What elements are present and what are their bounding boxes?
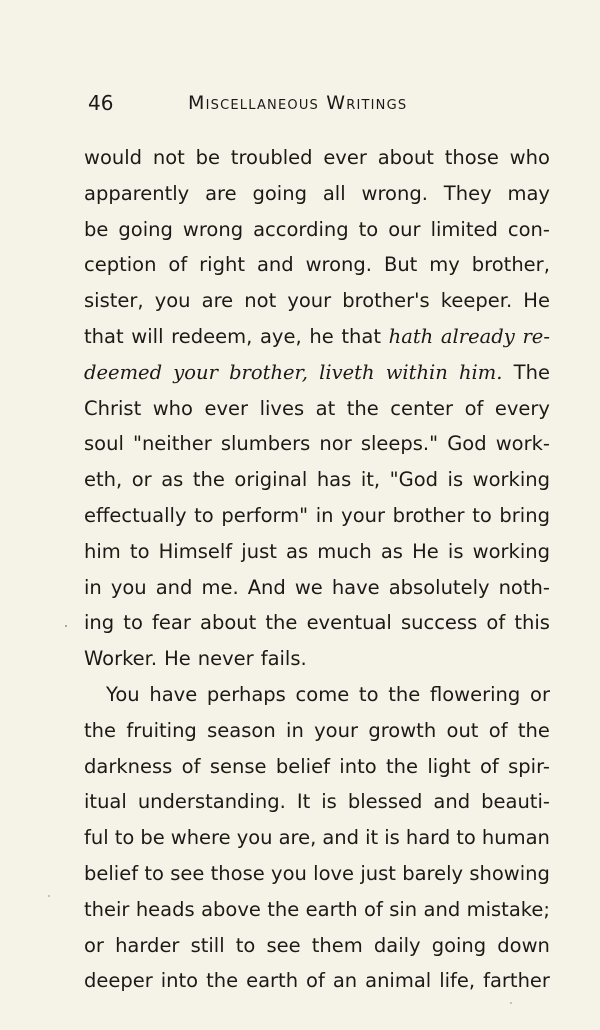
paper-speck: [510, 1002, 512, 1004]
word: perhaps: [206, 682, 286, 706]
word: never: [197, 647, 254, 671]
word: fruiting: [126, 718, 197, 742]
word: that: [341, 324, 381, 348]
word: to: [123, 611, 143, 635]
word: belief: [275, 754, 330, 778]
word: ception: [84, 253, 157, 277]
word: blessed: [347, 790, 423, 814]
word: is: [321, 790, 337, 814]
word: sin: [389, 897, 418, 921]
word: Christ: [84, 396, 142, 420]
word: of: [181, 754, 201, 778]
word: He: [412, 539, 439, 563]
text-line: [84, 391, 550, 427]
word: sleeps.": [360, 432, 439, 456]
word: ever: [323, 146, 367, 169]
word: soul: [84, 432, 124, 456]
word: redeem,: [171, 324, 253, 348]
text-line: [84, 426, 550, 462]
word: this: [514, 611, 550, 635]
word: the: [388, 682, 421, 706]
margin-mark: [65, 625, 67, 627]
word: it: [365, 826, 379, 850]
word: limited: [430, 217, 498, 241]
word: Worker.: [84, 647, 158, 671]
word: bring: [499, 503, 550, 527]
word: darkness: [84, 754, 173, 778]
word: just: [241, 539, 277, 563]
text-line: [84, 677, 550, 713]
word: heads: [135, 897, 195, 921]
word: nor: [319, 432, 352, 456]
word: your: [287, 289, 332, 313]
word: wrong: [182, 217, 244, 241]
word: right: [199, 253, 245, 277]
word: life,: [439, 969, 476, 993]
text-line: [84, 928, 550, 964]
word: according: [253, 217, 349, 241]
word: barely: [402, 861, 464, 885]
running-title: Miscellaneous Writings: [188, 92, 408, 114]
text-line: [84, 963, 550, 999]
word: into: [160, 969, 199, 993]
body-text: [84, 140, 550, 999]
text-line: [84, 283, 550, 319]
word: eventual: [306, 611, 392, 635]
word: to: [235, 933, 256, 957]
word: them: [311, 933, 363, 957]
word: deeper: [84, 969, 153, 993]
word: much: [317, 539, 372, 563]
word: or: [530, 682, 550, 706]
word: as: [161, 468, 184, 492]
word: you: [271, 861, 307, 885]
word: the: [265, 611, 298, 635]
word: It: [296, 790, 311, 814]
text-line: [84, 534, 550, 570]
word: have: [331, 575, 380, 599]
word: the: [206, 969, 239, 993]
word: brother,: [471, 253, 550, 277]
word: may: [507, 181, 550, 205]
word: love: [313, 861, 355, 885]
word: see: [266, 933, 301, 957]
word: him: [84, 539, 121, 563]
word: of: [488, 718, 508, 742]
word: or: [84, 933, 104, 957]
word: wrong.: [305, 253, 372, 277]
word: and: [155, 575, 193, 599]
word: working: [472, 468, 550, 492]
text-line: [84, 892, 550, 928]
word: mistake;: [466, 897, 550, 921]
word: aye,: [259, 324, 302, 348]
word: liveth: [319, 360, 375, 384]
word: to: [358, 682, 379, 706]
word: absolutely: [388, 575, 490, 599]
word: all: [322, 181, 346, 205]
word: not: [152, 146, 185, 169]
word: we: [294, 575, 323, 599]
word: brother's: [342, 289, 430, 313]
word: going: [252, 181, 307, 205]
word: have: [149, 682, 198, 706]
word: into: [339, 754, 377, 778]
word: But: [383, 253, 418, 277]
word: sister,: [84, 289, 144, 313]
word: to: [358, 217, 379, 241]
word: are: [205, 181, 237, 205]
word: itual: [84, 790, 127, 814]
word: and: [256, 253, 294, 277]
word: still: [190, 933, 225, 957]
word: going: [118, 217, 173, 241]
word: showing: [469, 861, 550, 885]
word: who: [152, 396, 193, 420]
word: And: [247, 575, 286, 599]
word: as: [286, 539, 309, 563]
word: slumbers: [220, 432, 311, 456]
word: him.: [459, 360, 503, 384]
word: at: [315, 396, 336, 420]
word: human: [481, 826, 550, 850]
word: you: [110, 575, 147, 599]
word: wrong.: [361, 181, 428, 205]
word: fails.: [260, 647, 307, 671]
word: Himself: [158, 539, 233, 563]
text-line: [84, 749, 550, 785]
text-line: [84, 176, 550, 212]
word: deemed: [84, 360, 163, 384]
word: understanding.: [137, 790, 286, 814]
word: effectually: [84, 503, 187, 527]
word: my: [429, 253, 460, 277]
word: about: [377, 146, 434, 169]
text-line: [84, 462, 550, 498]
text-line: [84, 319, 550, 355]
word: every: [494, 396, 550, 420]
word: to: [194, 503, 214, 527]
word: keeper.: [440, 289, 513, 313]
word: of: [464, 396, 484, 420]
word: who: [509, 146, 550, 169]
word: to: [472, 503, 492, 527]
word: lives: [259, 396, 305, 420]
word: eth,: [84, 468, 123, 492]
word: "God: [389, 468, 439, 492]
word: light: [427, 754, 471, 778]
text-line: [84, 355, 550, 391]
word: of: [364, 897, 383, 921]
text-line: [84, 856, 550, 892]
word: "neither: [132, 432, 212, 456]
word: come: [295, 682, 350, 706]
word: already: [440, 324, 515, 348]
word: is: [447, 539, 464, 563]
word: in: [84, 575, 102, 599]
word: He: [523, 289, 550, 313]
word: animal: [365, 969, 432, 993]
word: of: [486, 611, 506, 635]
word: the: [192, 468, 225, 492]
word: troubled: [230, 146, 313, 169]
word: be: [84, 217, 109, 241]
word: where: [170, 826, 231, 850]
word: harder: [115, 933, 180, 957]
word: noth-: [498, 575, 550, 599]
text-line: [84, 713, 550, 749]
word: the: [386, 754, 419, 778]
word: con-: [507, 217, 550, 241]
word: down: [497, 933, 550, 957]
word: the: [84, 718, 117, 742]
text-line: [84, 212, 550, 248]
word: or: [131, 468, 152, 492]
word: earth: [305, 897, 358, 921]
word: the: [517, 718, 550, 742]
word: would: [84, 146, 143, 169]
paper-speck: [48, 895, 50, 897]
word: The: [513, 360, 550, 384]
word: God: [447, 432, 487, 456]
word: working: [472, 539, 550, 563]
word: center: [390, 396, 454, 420]
word: your: [173, 360, 218, 384]
word: in: [315, 503, 334, 527]
word: ing: [84, 611, 115, 635]
word: it,: [360, 468, 381, 492]
word: re-: [522, 324, 550, 348]
word: about: [200, 611, 257, 635]
text-line: [84, 498, 550, 534]
word: is: [447, 468, 464, 492]
word: our: [388, 217, 421, 241]
word: will: [131, 324, 164, 348]
word: daily: [373, 933, 421, 957]
word: above: [201, 897, 261, 921]
page-number: 46: [88, 91, 114, 115]
word: has: [316, 468, 352, 492]
word: be: [195, 146, 220, 169]
word: he: [309, 324, 334, 348]
word: and: [423, 897, 461, 921]
word: success: [400, 611, 478, 635]
word: those: [444, 146, 499, 169]
word: brother: [392, 503, 465, 527]
word: and: [433, 790, 471, 814]
word: of: [306, 969, 325, 993]
word: farther: [483, 969, 550, 993]
word: work-: [495, 432, 550, 456]
word: to: [144, 861, 164, 885]
word: that: [84, 324, 124, 348]
word: see: [170, 861, 205, 885]
word: me.: [201, 575, 239, 599]
word: not: [244, 289, 277, 313]
word: original: [234, 468, 308, 492]
word: the: [267, 897, 300, 921]
word: He: [164, 647, 191, 671]
word: to: [114, 826, 135, 850]
word: season: [207, 718, 276, 742]
word: be: [140, 826, 165, 850]
word: in: [286, 718, 304, 742]
word: their: [84, 897, 130, 921]
word: you: [154, 289, 191, 313]
word: apparently: [84, 181, 190, 205]
word: is: [384, 826, 400, 850]
word: flowering: [429, 682, 521, 706]
word: beauti-: [481, 790, 550, 814]
word: out: [446, 718, 479, 742]
word: ful: [84, 826, 109, 850]
word: of: [479, 754, 499, 778]
word: earth: [246, 969, 299, 993]
word: They: [443, 181, 492, 205]
word: within: [385, 360, 448, 384]
word: hard: [405, 826, 451, 850]
word: are,: [278, 826, 317, 850]
word: as: [380, 539, 403, 563]
word: of: [168, 253, 188, 277]
text-line: [84, 140, 550, 176]
word: you: [236, 826, 273, 850]
word: to: [129, 539, 150, 563]
word: hath: [388, 324, 434, 348]
word: spir-: [508, 754, 550, 778]
text-line: [84, 641, 550, 677]
word: your: [341, 503, 386, 527]
word: and: [322, 826, 360, 850]
word: going: [431, 933, 487, 957]
text-line: [84, 247, 550, 283]
word: those: [210, 861, 265, 885]
word: sense: [209, 754, 267, 778]
word: growth: [368, 718, 437, 742]
word: your: [314, 718, 358, 742]
word: are: [201, 289, 234, 313]
word: belief: [84, 861, 139, 885]
word: just: [360, 861, 396, 885]
word: the: [346, 396, 379, 420]
text-line: [84, 605, 550, 641]
word: to: [456, 826, 476, 850]
word: ever: [204, 396, 249, 420]
word: You: [106, 682, 140, 706]
page-header: [88, 88, 558, 118]
word: an: [332, 969, 358, 993]
text-line: [84, 570, 550, 606]
text-line: [84, 820, 550, 856]
word: perform": [221, 503, 309, 527]
text-line: [84, 784, 550, 820]
word: fear: [152, 611, 191, 635]
word: brother,: [229, 360, 308, 384]
